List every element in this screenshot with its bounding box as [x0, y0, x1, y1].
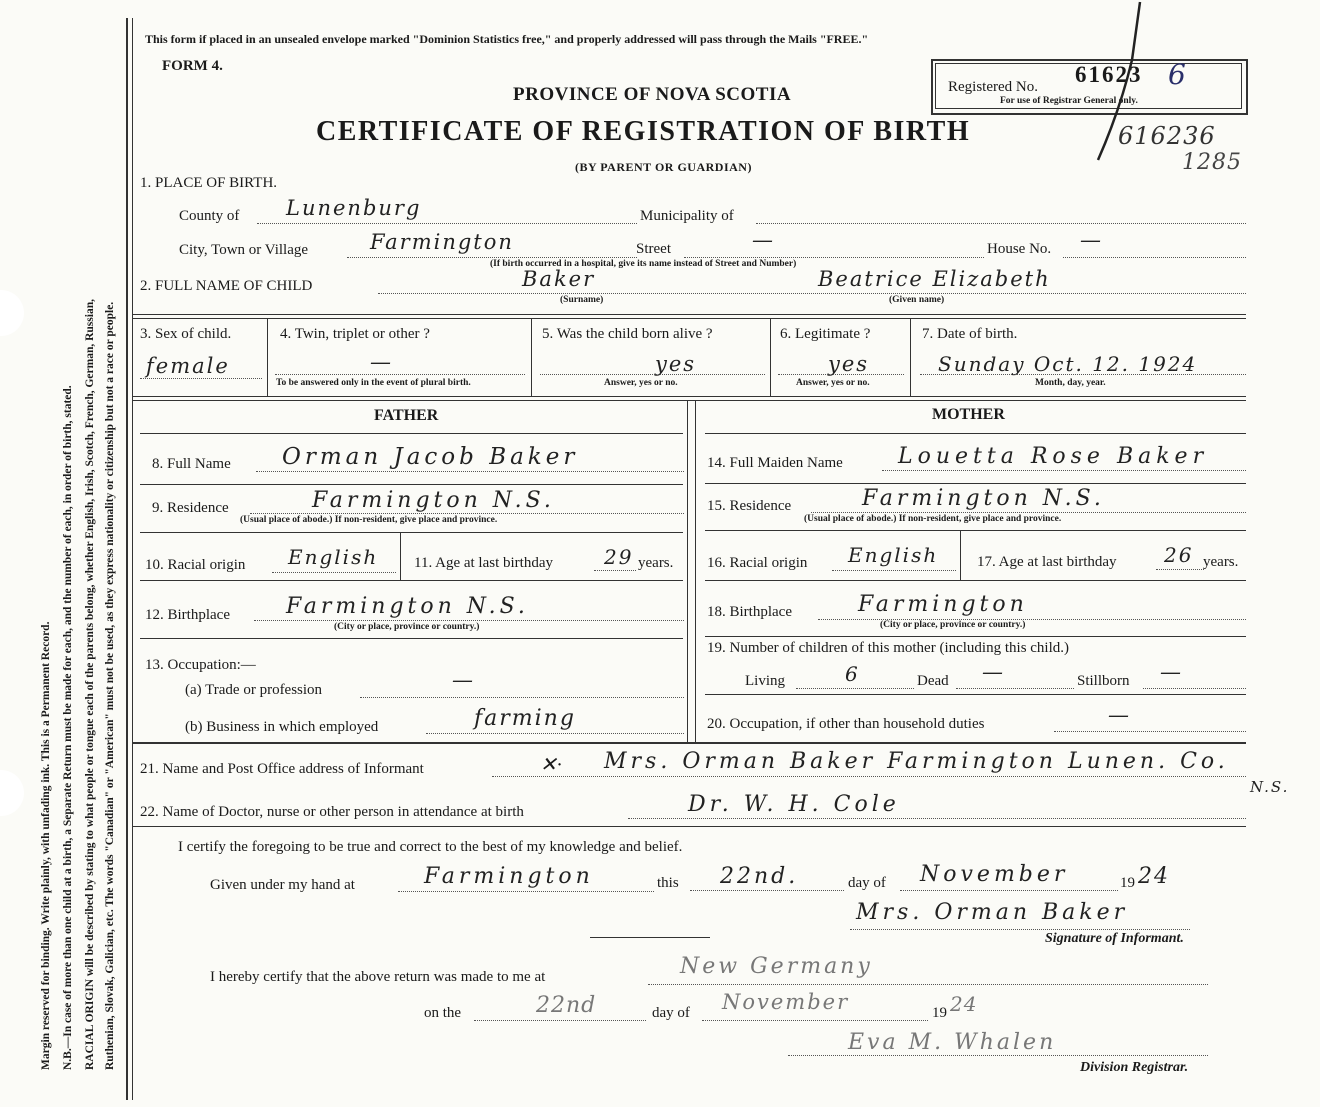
doctor-value: Dr. W. H. Cole [688, 792, 900, 817]
mother-age-suffix: years. [1203, 554, 1239, 570]
living-label: Living [745, 673, 785, 689]
father-residence-note: (Usual place of abode.) If non-resident, give place and province. [240, 515, 498, 525]
informant-mark: ✕· [540, 754, 562, 776]
mother-racial-label: 16. Racial origin [707, 555, 808, 571]
mail-notice: This form if placed in an unsealed envelope marked "Dominion Statistics free," and properly addressed will pass through the Mails "FREE." [145, 32, 869, 46]
handwritten-number-2: 1285 [1182, 150, 1242, 175]
province-heading: PROVINCE OF NOVA SCOTIA [513, 84, 792, 105]
sex-value: female [146, 354, 230, 378]
certify-statement: I certify the foregoing to be true and correct to the best of my knowledge and belief. [178, 839, 683, 855]
page-title: CERTIFICATE OF REGISTRATION OF BIRTH [316, 116, 971, 147]
signature-label: Signature of Informant. [1045, 931, 1184, 946]
registrar-day: 22nd [536, 993, 597, 1018]
mother-residence-value: Farmington N.S. [862, 486, 1105, 511]
registered-correction: 6 [1168, 58, 1186, 91]
surname-label: (Surname) [560, 295, 604, 305]
father-name-label: 8. Full Name [152, 456, 231, 472]
county-value: Lunenburg [286, 196, 422, 220]
father-racial-label: 10. Racial origin [145, 557, 246, 573]
registered-label: Registered No. [948, 79, 1038, 95]
twin-label: 4. Twin, triplet or other ? [280, 326, 430, 342]
certify-month: November [920, 862, 1069, 887]
mother-racial-value: English [848, 543, 939, 567]
father-birthplace-note: (City or place, province or country.) [334, 622, 480, 632]
given-under-label: Given under my hand at [210, 877, 355, 893]
margin-text-3: RACIAL ORIGIN will be described by stating to what people or tongue each of the parents belong, whether English, Irish, Scotch, French, German, Russian, [84, 299, 96, 1070]
alive-value: yes [655, 352, 697, 376]
father-heading: FATHER [374, 407, 439, 424]
dead-value: — [982, 660, 1005, 684]
on-the-label: on the [424, 1005, 462, 1021]
handwritten-number-1: 616236 [1118, 122, 1216, 150]
father-occupation-label: 13. Occupation:— [145, 657, 256, 673]
informant-label: 21. Name and Post Office address of Informant [140, 761, 424, 777]
this-label: this [657, 875, 679, 891]
registrar-year-prefix: 19 [932, 1005, 947, 1021]
certify-year: 24 [1138, 864, 1170, 889]
dob-label: 7. Date of birth. [922, 326, 1018, 342]
child-name-label: 2. FULL NAME OF CHILD [140, 278, 313, 294]
registrar-day-label: day of [652, 1005, 690, 1021]
mother-occupation-label: 20. Occupation, if other than household duties [707, 716, 985, 732]
street-label: Street [636, 241, 671, 257]
city-value: Farmington [370, 230, 514, 254]
division-registrar-label: Division Registrar. [1080, 1060, 1189, 1075]
punch-hole-top [0, 290, 24, 336]
given-place: Farmington [424, 864, 594, 889]
mother-occupation-value: — [1108, 703, 1131, 727]
page-subtitle: (BY PARENT OR GUARDIAN) [575, 160, 752, 174]
certify-year-prefix: 19 [1120, 875, 1135, 891]
legitimate-label: 6. Legitimate ? [780, 326, 871, 342]
child-given-name: Beatrice Elizabeth [818, 267, 1051, 291]
margin-text-1: Margin reserved for binding. Write plainly, with unfading ink. This is a Permanent Record. [40, 621, 52, 1070]
mother-age-value: 26 [1164, 543, 1194, 567]
house-label: House No. [987, 241, 1052, 257]
father-birthplace-value: Farmington N.S. [286, 594, 529, 619]
father-residence-label: 9. Residence [152, 500, 229, 516]
child-surname: Baker [522, 267, 596, 291]
father-business-value: farming [474, 706, 576, 731]
house-value: — [1080, 228, 1103, 252]
mother-heading: MOTHER [932, 406, 1005, 423]
registrar-place: New Germany [680, 954, 873, 979]
mother-age-label: 17. Age at last birthday [977, 554, 1117, 570]
dob-value: Sunday Oct. 12. 1924 [938, 352, 1198, 376]
informant-value-cont: N.S. [1250, 778, 1290, 796]
registered-value: 61623 [1075, 62, 1143, 87]
father-name-value: Orman Jacob Baker [282, 444, 579, 470]
father-racial-value: English [288, 545, 379, 569]
dead-label: Dead [917, 673, 949, 689]
stillborn-label: Stillborn [1077, 673, 1130, 689]
doctor-label: 22. Name of Doctor, nurse or other person in attendance at birth [140, 804, 524, 820]
living-value: 6 [845, 662, 860, 686]
county-label: County of [179, 208, 240, 224]
mother-residence-note: (Usual place of abode.) If non-resident, give place and province. [804, 514, 1062, 524]
mother-residence-label: 15. Residence [707, 498, 792, 514]
legitimate-value: yes [828, 352, 870, 376]
registrar-month: November [722, 990, 850, 1014]
margin-text-4: Ruthenian, Slovak, Galician, etc. The words "Canadian" or "American" must not be used, as they express nationality or citizenship but not a race or people. [104, 301, 116, 1070]
hospital-note: (If birth occurred in a hospital, give its name instead of Street and Number) [490, 259, 797, 269]
registrar-statement: I hereby certify that the above return was made to me at [210, 969, 546, 985]
informant-signature: Mrs. Orman Baker [856, 900, 1129, 925]
mother-birthplace-value: Farmington [858, 592, 1028, 617]
father-age-value: 29 [604, 545, 634, 569]
margin-text-2: N.B.—In case of more than one child at a birth, a Separate Return must be made for each, and the number of each, in order of birth, stated. [62, 385, 74, 1070]
registrar-year: 24 [950, 992, 978, 1016]
father-trade-value: — [452, 668, 475, 692]
sex-label: 3. Sex of child. [140, 326, 232, 342]
place-of-birth-label: 1. PLACE OF BIRTH. [140, 175, 278, 191]
informant-value: Mrs. Orman Baker Farmington Lunen. Co. [604, 749, 1229, 774]
father-age-suffix: years. [638, 555, 674, 571]
father-age-label: 11. Age at last birthday [414, 555, 553, 571]
ink-stroke [1080, 0, 1150, 170]
twin-value: — [370, 350, 393, 374]
street-value: — [752, 228, 775, 252]
father-business-label: (b) Business in which employed [185, 719, 379, 735]
municipality-label: Municipality of [640, 208, 734, 224]
certify-day-label: day of [848, 875, 886, 891]
father-residence-value: Farmington N.S. [312, 488, 555, 513]
form-number: FORM 4. [162, 58, 223, 74]
twin-note: To be answered only in the event of plural birth. [276, 378, 471, 388]
alive-label: 5. Was the child born alive ? [542, 326, 713, 342]
mother-name-label: 14. Full Maiden Name [707, 455, 843, 471]
certify-day: 22nd. [720, 864, 799, 889]
mother-birthplace-label: 18. Birthplace [707, 604, 792, 620]
given-name-label: (Given name) [889, 295, 945, 305]
stillborn-value: — [1160, 660, 1183, 684]
alive-note: Answer, yes or no. [604, 378, 678, 388]
children-count-label: 19. Number of children of this mother (including this child.) [707, 640, 1070, 656]
mother-name-value: Louetta Rose Baker [898, 444, 1209, 469]
registrar-note: For use of Registrar General only. [1000, 96, 1138, 106]
legitimate-note: Answer, yes or no. [796, 378, 870, 388]
punch-hole-bottom [0, 770, 24, 816]
father-birthplace-label: 12. Birthplace [145, 607, 230, 623]
mother-birthplace-note: (City or place, province or country.) [880, 620, 1026, 630]
father-trade-label: (a) Trade or profession [185, 682, 323, 698]
dob-note: Month, day, year. [1035, 378, 1106, 388]
city-label: City, Town or Village [179, 242, 309, 258]
registrar-signature: Eva M. Whalen [848, 1030, 1057, 1055]
